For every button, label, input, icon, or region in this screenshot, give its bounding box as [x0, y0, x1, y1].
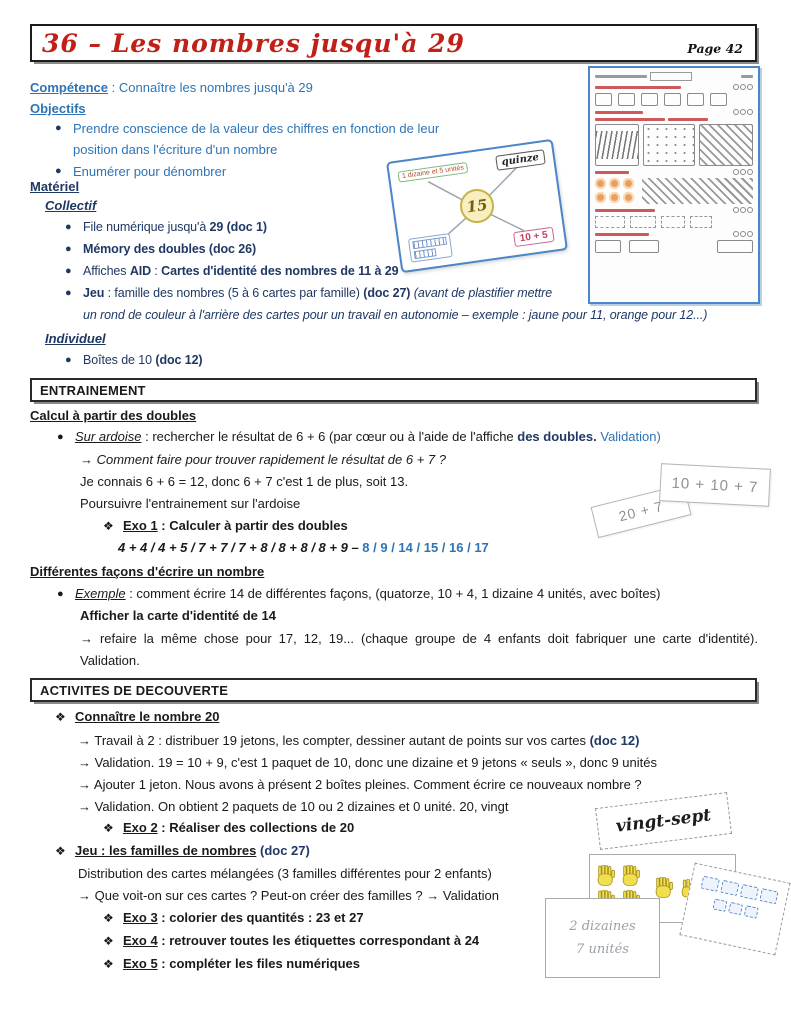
je-connais-line: Je connais 6 + 6 = 12, donc 6 + 7 c'est 1 de plus, soit 13.	[80, 474, 409, 489]
list-item: ● Jeu : famille des nombres (5 à 6 cartes par famille) (doc 27) (avant de plastifier mettre un rond de couleur à l'arrière des cartes pour un travail en autonomie – exemple : jaune pour 11, orange pour 12...)	[65, 282, 777, 326]
identity-number: 15	[458, 187, 496, 225]
card-10-10-7: 10 + 10 + 7	[659, 463, 771, 507]
dizaines-line: 2 dizaines	[569, 919, 636, 934]
exo5-item: ❖ Exo 5 : compléter les files numériques	[103, 954, 360, 974]
entrainement-section-header	[30, 378, 757, 402]
individuel-list	[65, 349, 465, 371]
decouverte-label: ACTIVITES DE DECOUVERTE	[40, 682, 229, 698]
exo1-item: ❖ Exo 1 : Calculer à partir des doubles	[103, 516, 348, 536]
jeu-familles-item: ❖ Jeu : les familles de nombres (doc 27)	[55, 841, 310, 861]
card-20-plus-7: 20 + 7	[591, 484, 692, 538]
decouverte-section-header	[30, 678, 757, 702]
identity-quinze-label: quinze	[495, 149, 546, 171]
bullet-icon: ●	[57, 588, 64, 600]
refaire-paragraph: → refaire la même chose pour 17, 12, 19... (chaque groupe de 4 enfants doit fabriquer une carte d'identité). Validation.	[80, 631, 758, 668]
competence-line: Compétence : Connaître les nombres jusqu'à 29	[30, 80, 313, 95]
exo3-item: ❖ Exo 3 : colorier des quantités : 23 et 27	[103, 908, 364, 928]
dotted-row	[700, 876, 778, 905]
materiel-heading: Matériel	[30, 179, 80, 194]
exo4-item: ❖ Exo 4 : retrouver toutes les étiquettes correspondant à 24	[103, 931, 479, 951]
list-item: ● Boîtes de 10 (doc 12)	[65, 349, 465, 371]
card-vingt-sept: vingt-sept	[595, 792, 732, 850]
diamond-bullet-icon: ❖	[103, 821, 114, 835]
diamond-bullet-icon: ❖	[55, 844, 66, 858]
bullet-icon: ●	[65, 287, 72, 299]
page-title: 36 – Les nombres jusqu'à 29	[42, 28, 465, 58]
diamond-bullet-icon: ❖	[103, 519, 114, 533]
que-voit-line: → Que voit-on sur ces cartes ? Peut-on créer des familles ? → Validation	[78, 888, 500, 903]
diamond-bullet-icon: ❖	[55, 710, 66, 724]
hand-icon	[621, 865, 642, 888]
card-dotted-numbers-image	[679, 863, 790, 956]
hand-icon	[596, 865, 617, 888]
doubles-equation-line: 4 + 4 / 4 + 5 / 7 + 7 / 7 + 8 / 8 + 8 / 8 + 9 – 8 / 9 / 14 / 15 / 16 / 17	[118, 540, 489, 555]
list-item: ● Mémory des doubles (doc 26)	[65, 238, 777, 260]
comment-faire-line: → Comment faire pour trouver rapidement le résultat de 6 + 7 ?	[80, 452, 446, 467]
title-box	[30, 24, 757, 62]
diamond-bullet-icon: ❖	[103, 934, 114, 948]
afficher-line: Afficher la carte d'identité de 14	[80, 608, 276, 623]
bullet-icon: ●	[65, 243, 72, 255]
bullet-icon: ●	[55, 122, 62, 134]
list-item: ● Affiches AID : Cartes d'identité des nombres de 11 à 29	[65, 260, 777, 282]
bullet-icon: ●	[57, 431, 64, 443]
objectifs-heading: Objectifs	[30, 101, 86, 116]
facons-heading: Différentes façons d'écrire un nombre	[30, 564, 265, 579]
sur-ardoise-item: ● Sur ardoise : rechercher le résultat de 6 + 6 (par cœur ou à l'aide de l'affiche des doubles. Validation)	[57, 427, 757, 447]
calcul-doubles-heading: Calcul à partir des doubles	[30, 408, 197, 423]
page-number: Page 42	[687, 41, 743, 56]
collectif-heading: Collectif	[45, 198, 97, 213]
card-2-dizaines-7-unites	[545, 898, 660, 978]
identity-sum-label: 10 + 5	[513, 227, 555, 247]
diamond-bullet-icon: ❖	[103, 957, 114, 971]
list-item: ● File numérique jusqu'à 29 (doc 1)	[65, 216, 777, 238]
list-item: → Validation. On obtient 2 paquets de 10 ou 2 dizaines et 0 unité. 20, vingt	[78, 799, 509, 814]
bullet-icon: ●	[65, 221, 72, 233]
poursuivre-line: Poursuivre l'entrainement sur l'ardoise	[80, 496, 301, 511]
exo2-item: ❖ Exo 2 : Réaliser des collections de 20	[103, 818, 354, 838]
bullet-icon: ●	[55, 165, 62, 177]
list-item: → Travail à 2 : distribuer 19 jetons, les compter, dessiner autant de points sur vos cartes (doc 12)	[78, 733, 640, 748]
bullet-icon: ●	[65, 354, 72, 366]
hand-icon	[654, 877, 675, 900]
distribution-line: Distribution des cartes mélangées (3 familles différentes pour 2 enfants)	[78, 866, 492, 881]
bullet-icon: ●	[65, 265, 72, 277]
exemple-item: ● Exemple : comment écrire 14 de différentes façons, (quatorze, 10 + 4, 1 dizaine 4 unités, avec boîtes)	[57, 584, 762, 604]
list-item: ● Prendre conscience de la valeur des chiffres en fonction de leur position dans l'écriture d'un nombre	[55, 118, 475, 160]
entrainement-label: ENTRAINEMENT	[40, 382, 146, 398]
unites-line: 7 unités	[576, 942, 629, 957]
identity-dizaine-label: 1 dizaine et 5 unités	[397, 162, 468, 183]
list-item: ● Enumérer pour dénombrer	[55, 161, 475, 182]
identity-card-15-image	[386, 139, 568, 273]
dotted-row	[712, 898, 758, 918]
list-item: → Ajouter 1 jeton. Nous avons à présent 2 boîtes pleines. Comment écrire ce nouveaux nombre ?	[78, 777, 642, 792]
list-item: → Validation. 19 = 10 + 9, c'est 1 paquet de 10, donc une dizaine et 9 jetons « seuls », donc 9 unités	[78, 755, 657, 770]
connaitre20-item: ❖ Connaître le nombre 20	[55, 707, 219, 727]
individuel-heading: Individuel	[45, 331, 106, 346]
diamond-bullet-icon: ❖	[103, 911, 114, 925]
worksheet-thumbnail-image	[588, 66, 760, 304]
